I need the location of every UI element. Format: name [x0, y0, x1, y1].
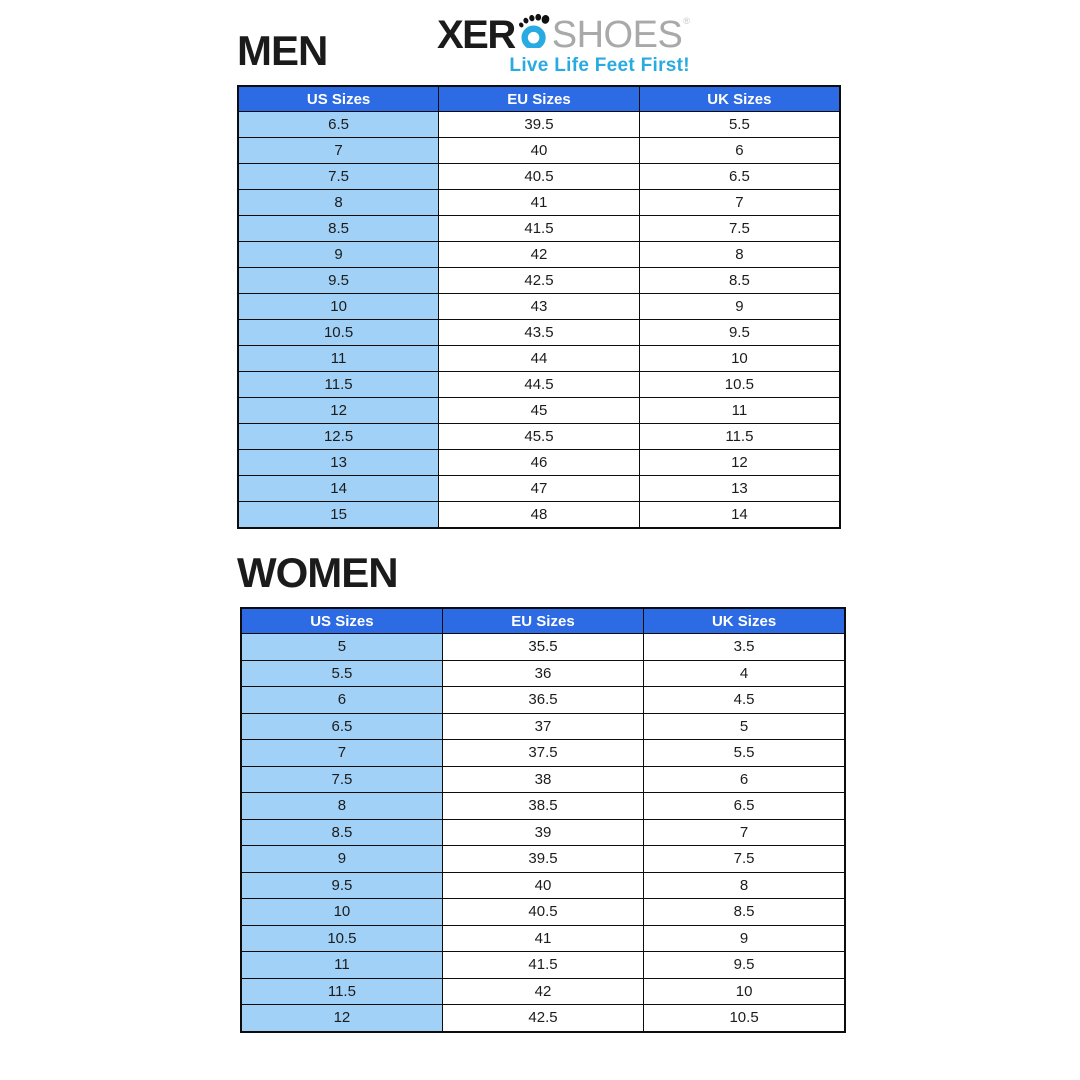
- size-cell: 10.5: [238, 320, 439, 346]
- size-cell: 7.5: [238, 164, 439, 190]
- size-row: [241, 687, 845, 714]
- size-cell: 10.5: [241, 925, 442, 952]
- size-cell: 7: [238, 138, 439, 164]
- size-cell: 8: [644, 872, 845, 899]
- size-row: [238, 294, 840, 320]
- size-cell: 5: [644, 713, 845, 740]
- size-cell: 41: [442, 925, 643, 952]
- size-row: [238, 268, 840, 294]
- size-cell: 12: [241, 1005, 442, 1032]
- size-cell: 39: [442, 819, 643, 846]
- size-cell: 11: [241, 952, 442, 979]
- size-row: [241, 660, 845, 687]
- size-cell: 14: [639, 502, 840, 529]
- size-cell: 43: [439, 294, 640, 320]
- size-row: [238, 190, 840, 216]
- size-cell: 10.5: [644, 1005, 845, 1032]
- size-cell: 5.5: [241, 660, 442, 687]
- column-header: UK Sizes: [644, 608, 845, 634]
- size-cell: 38: [442, 766, 643, 793]
- size-cell: 5.5: [644, 740, 845, 767]
- size-cell: 9: [238, 242, 439, 268]
- size-cell: 8: [241, 793, 442, 820]
- brand-text-xer: XER: [437, 13, 515, 57]
- size-cell: 7.5: [639, 216, 840, 242]
- size-cell: 46: [439, 450, 640, 476]
- size-cell: 7.5: [644, 846, 845, 873]
- size-cell: 42.5: [439, 268, 640, 294]
- size-row: [241, 634, 845, 661]
- size-row: [241, 978, 845, 1005]
- size-cell: 11.5: [238, 372, 439, 398]
- size-row: [238, 502, 840, 529]
- size-cell: 7: [241, 740, 442, 767]
- size-cell: 37.5: [442, 740, 643, 767]
- size-row: [241, 766, 845, 793]
- size-cell: 11: [639, 398, 840, 424]
- brand-wordmark: [437, 12, 690, 55]
- women-section-title: WOMEN: [237, 549, 398, 596]
- men-size-table: [237, 85, 841, 529]
- size-row: [238, 476, 840, 502]
- size-cell: 8.5: [241, 819, 442, 846]
- size-cell: 8.5: [639, 268, 840, 294]
- size-cell: 8: [639, 242, 840, 268]
- size-cell: 9: [639, 294, 840, 320]
- xero-shoes-logo: [437, 12, 690, 77]
- men-section-title: MEN: [237, 27, 328, 74]
- size-cell: 13: [238, 450, 439, 476]
- size-cell: 44.5: [439, 372, 640, 398]
- size-row: [241, 899, 845, 926]
- size-cell: 10: [241, 899, 442, 926]
- registered-trademark-icon: ®: [683, 16, 690, 26]
- size-cell: 36: [442, 660, 643, 687]
- size-cell: 11.5: [639, 424, 840, 450]
- size-cell: 45.5: [439, 424, 640, 450]
- column-header: US Sizes: [238, 86, 439, 112]
- size-cell: 7: [639, 190, 840, 216]
- size-cell: 10: [639, 346, 840, 372]
- size-cell: 13: [639, 476, 840, 502]
- size-cell: 8.5: [644, 899, 845, 926]
- size-cell: 6.5: [639, 164, 840, 190]
- size-row: [241, 1005, 845, 1032]
- size-cell: 5: [241, 634, 442, 661]
- size-row: [238, 138, 840, 164]
- size-cell: 40: [439, 138, 640, 164]
- brand-tagline: Live Life Feet First!: [509, 55, 690, 76]
- size-row: [238, 242, 840, 268]
- size-cell: 8: [238, 190, 439, 216]
- size-cell: 9: [241, 846, 442, 873]
- size-cell: 39.5: [439, 112, 640, 138]
- size-row: [241, 925, 845, 952]
- size-cell: 35.5: [442, 634, 643, 661]
- size-cell: 40: [442, 872, 643, 899]
- size-row: [241, 793, 845, 820]
- size-cell: 8.5: [238, 216, 439, 242]
- size-row: [238, 164, 840, 190]
- size-cell: 12: [238, 398, 439, 424]
- size-cell: 7: [644, 819, 845, 846]
- size-cell: 45: [439, 398, 640, 424]
- size-cell: 44: [439, 346, 640, 372]
- size-cell: 5.5: [639, 112, 840, 138]
- size-cell: 9.5: [639, 320, 840, 346]
- size-row: [238, 216, 840, 242]
- size-cell: 40.5: [439, 164, 640, 190]
- size-row: [241, 713, 845, 740]
- size-cell: 10.5: [639, 372, 840, 398]
- size-cell: 42: [442, 978, 643, 1005]
- brand-text-shoes: SHOES: [551, 14, 683, 56]
- foot-o-icon: [517, 12, 551, 48]
- size-cell: 6: [644, 766, 845, 793]
- header-row: [238, 86, 840, 112]
- size-row: [241, 872, 845, 899]
- size-cell: 41.5: [442, 952, 643, 979]
- size-row: [238, 320, 840, 346]
- size-cell: 6.5: [238, 112, 439, 138]
- column-header: EU Sizes: [442, 608, 643, 634]
- women-size-table: [240, 607, 846, 1033]
- size-cell: 6.5: [644, 793, 845, 820]
- size-row: [238, 346, 840, 372]
- size-row: [241, 952, 845, 979]
- size-row: [241, 846, 845, 873]
- size-cell: 6: [241, 687, 442, 714]
- size-cell: 47: [439, 476, 640, 502]
- size-row: [241, 740, 845, 767]
- size-cell: 10: [644, 978, 845, 1005]
- column-header: EU Sizes: [439, 86, 640, 112]
- size-cell: 15: [238, 502, 439, 529]
- size-cell: 9.5: [238, 268, 439, 294]
- size-cell: 12.5: [238, 424, 439, 450]
- size-cell: 14: [238, 476, 439, 502]
- size-cell: 39.5: [442, 846, 643, 873]
- size-cell: 3.5: [644, 634, 845, 661]
- size-cell: 4.5: [644, 687, 845, 714]
- size-cell: 48: [439, 502, 640, 529]
- size-row: [241, 819, 845, 846]
- size-row: [238, 112, 840, 138]
- header-row: [241, 608, 845, 634]
- size-cell: 36.5: [442, 687, 643, 714]
- size-cell: 10: [238, 294, 439, 320]
- size-cell: 43.5: [439, 320, 640, 346]
- size-cell: 40.5: [442, 899, 643, 926]
- size-cell: 12: [639, 450, 840, 476]
- size-cell: 4: [644, 660, 845, 687]
- column-header: US Sizes: [241, 608, 442, 634]
- size-cell: 41: [439, 190, 640, 216]
- size-cell: 11: [238, 346, 439, 372]
- size-cell: 11.5: [241, 978, 442, 1005]
- size-cell: 38.5: [442, 793, 643, 820]
- size-cell: 9.5: [644, 952, 845, 979]
- size-cell: 9: [644, 925, 845, 952]
- size-cell: 6: [639, 138, 840, 164]
- size-cell: 42: [439, 242, 640, 268]
- size-row: [238, 450, 840, 476]
- size-cell: 37: [442, 713, 643, 740]
- size-cell: 42.5: [442, 1005, 643, 1032]
- column-header: UK Sizes: [639, 86, 840, 112]
- size-row: [238, 424, 840, 450]
- size-cell: 9.5: [241, 872, 442, 899]
- size-row: [238, 372, 840, 398]
- size-cell: 41.5: [439, 216, 640, 242]
- size-cell: 6.5: [241, 713, 442, 740]
- size-cell: 7.5: [241, 766, 442, 793]
- size-row: [238, 398, 840, 424]
